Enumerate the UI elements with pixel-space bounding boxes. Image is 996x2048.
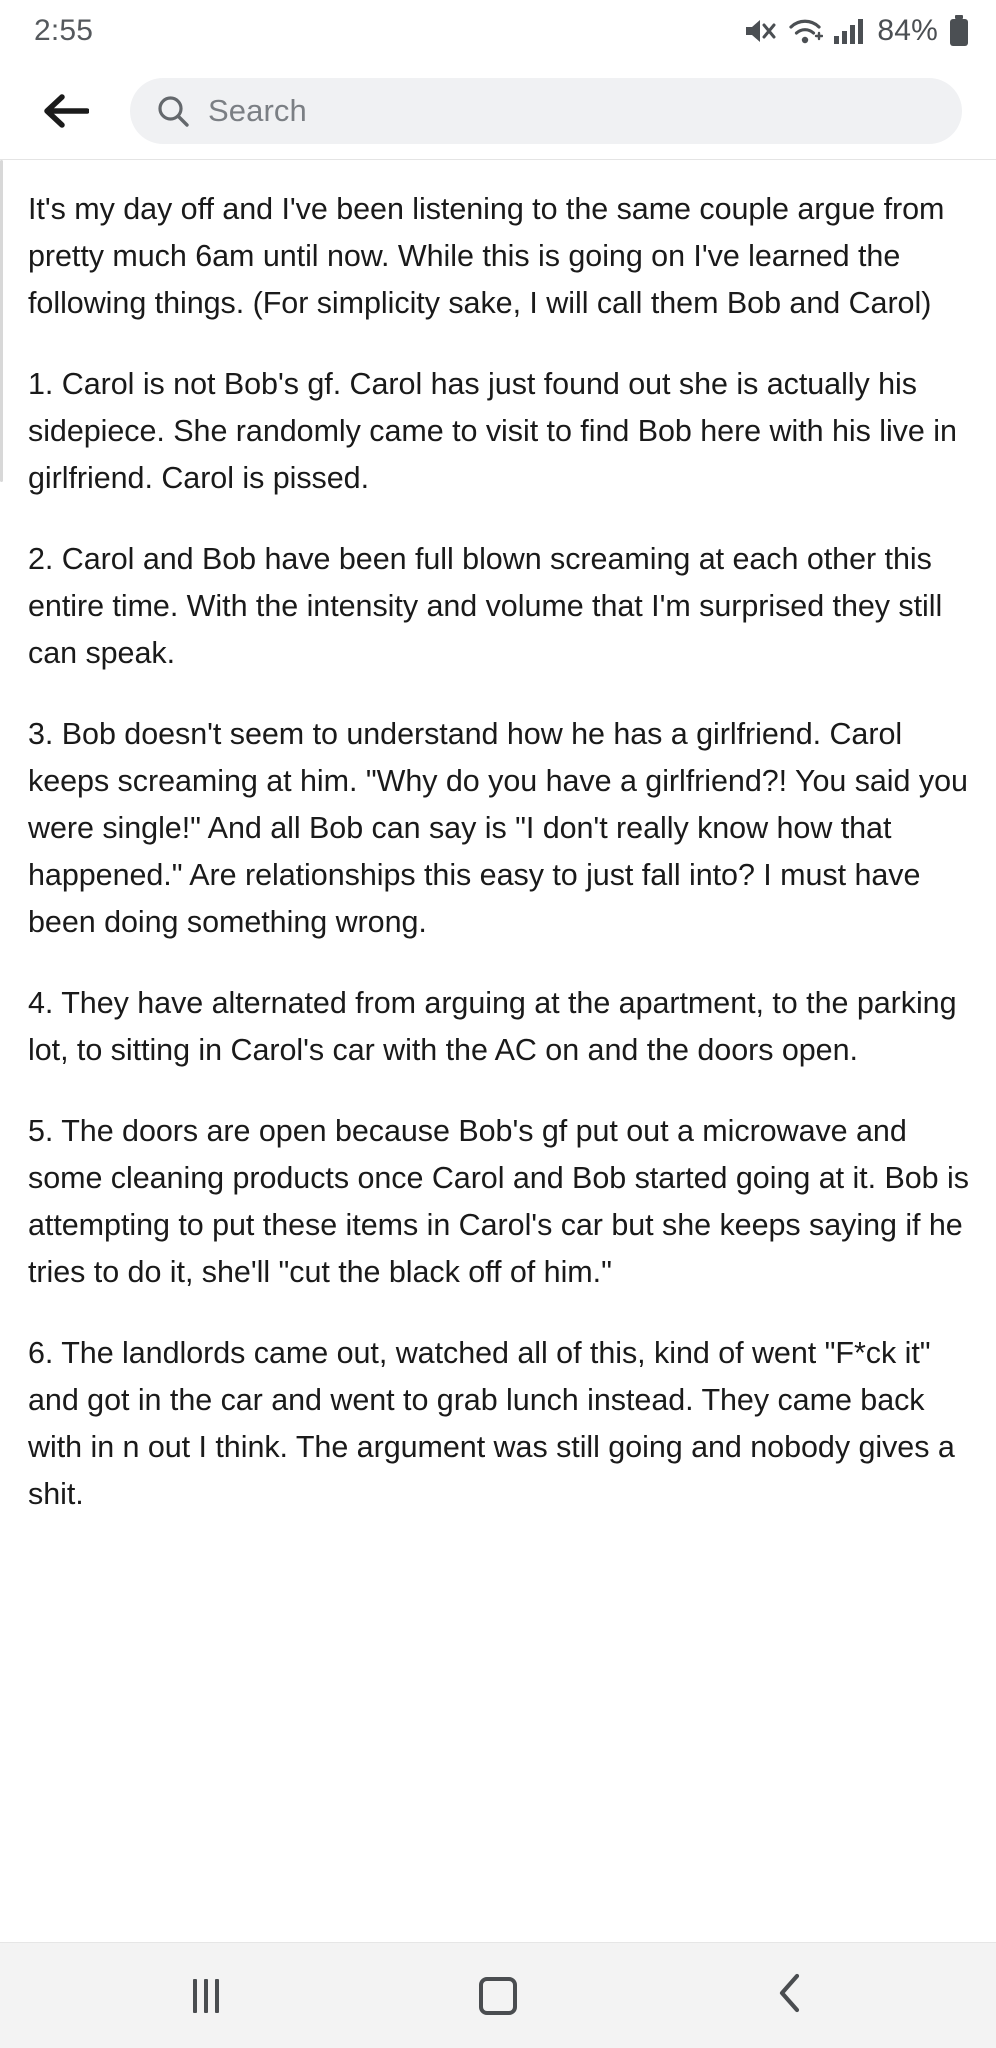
home-icon — [479, 1977, 517, 2015]
search-input[interactable] — [130, 78, 962, 144]
post-paragraph: 4. They have alternated from arguing at the apartment, to the parking lot, to sitting in Carol's car with the AC on and the doors open. — [28, 986, 957, 1067]
status-bar — [0, 0, 996, 62]
home-button[interactable] — [438, 1956, 558, 2036]
mute-icon — [743, 16, 777, 46]
signal-icon — [833, 16, 865, 46]
post-paragraph: 3. Bob doesn't seem to understand how he has a girlfriend. Carol keeps screaming at him. "Why do you have a girlfriend?! You said you were single!" And all Bob can say is "I don't really know how that happened." Are relationships this easy to just fall into? I must have been doing something wrong. — [28, 717, 968, 939]
recents-button[interactable] — [146, 1956, 266, 2036]
post-paragraph: It's my day off and I've been listening to the same couple argue from pretty much 6am until now. While this is going on I've learned the following things. (For simplicity sake, I will call them Bob and Carol) — [28, 192, 945, 320]
post-content[interactable] — [0, 160, 996, 1942]
scroll-indicator[interactable] — [0, 160, 3, 482]
post-body — [28, 186, 970, 1518]
back-arrow-icon[interactable] — [36, 81, 96, 141]
system-navigation-bar — [0, 1942, 996, 2048]
battery-icon — [948, 15, 970, 47]
post-paragraph: 6. The landlords came out, watched all of this, kind of went "F*ck it" and got in the car and went to grab lunch instead. They came back with in n out I think. The argument was still going and nobody gives a shit. — [28, 1336, 955, 1511]
back-button[interactable] — [730, 1956, 850, 2036]
battery-percent-label: 84% — [877, 14, 938, 47]
status-icons — [743, 14, 970, 48]
search-placeholder: Search — [208, 92, 307, 128]
post-paragraph: 1. Carol is not Bob's gf. Carol has just found out she is actually his sidepiece. She randomly came to visit to find Bob here with his live in girlfriend. Carol is pissed. — [28, 367, 957, 495]
chevron-left-icon — [775, 1972, 805, 2019]
post-paragraph: 2. Carol and Bob have been full blown screaming at each other this entire time. With the intensity and volume that I'm surprised they still can speak. — [28, 542, 943, 670]
recents-icon — [193, 1979, 219, 2013]
wifi-icon — [787, 16, 823, 46]
post-paragraph: 5. The doors are open because Bob's gf put out a microwave and some cleaning products once Carol and Bob started going at it. Bob is attempting to put these items in Carol's car but she keeps saying if he tries to do it, she'll "cut the black off of him." — [28, 1114, 969, 1289]
status-clock: 2:55 — [34, 14, 94, 47]
search-icon — [156, 94, 190, 128]
search-header — [0, 62, 996, 160]
